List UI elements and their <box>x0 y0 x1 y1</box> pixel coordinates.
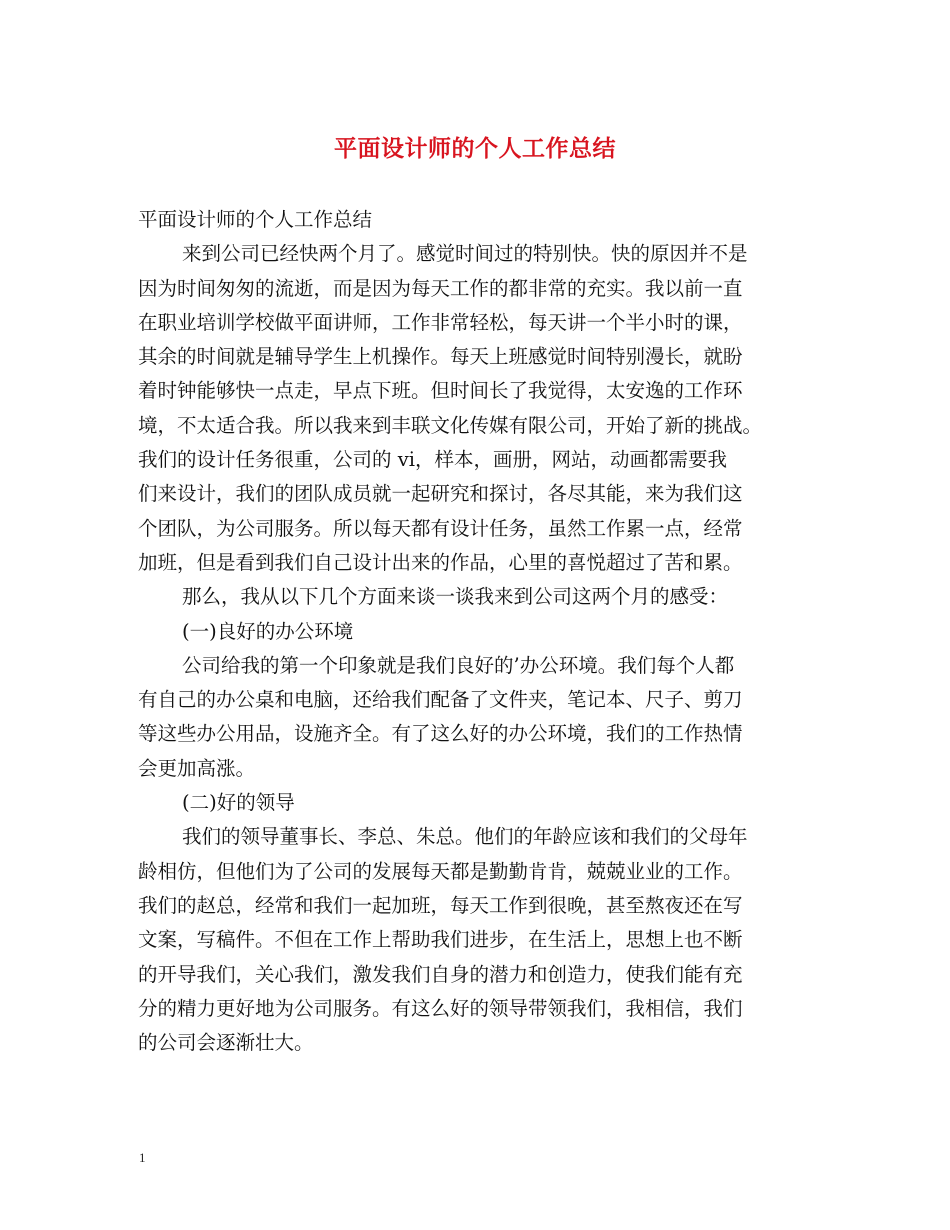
document-body <box>138 203 828 1060</box>
text-line: (一)良好的办公环境 <box>182 619 354 643</box>
text-line: 加班，但是看到我们自己设计出来的作品，心里的喜悦超过了苦和累。 <box>138 550 743 574</box>
text-line: 分的精力更好地为公司服务。有这么好的领导带领我们，我相信，我们 <box>138 996 743 1020</box>
text-line: 个团队，为公司服务。所以每天都有设计任务，虽然工作累一点，经常 <box>138 516 743 540</box>
text-line: 公司给我的第一个印象就是我们良好的’办公环境。我们每个人都 <box>182 653 735 677</box>
text-line: 那么，我从以下几个方面来谈一谈我来到公司这两个月的感受： <box>182 585 729 609</box>
text-line: 龄相仿，但他们为了公司的发展每天都是勤勤肯肯，兢兢业业的工作。 <box>138 859 743 883</box>
text-line: 有自己的办公桌和电脑，还给我们配备了文件夹，笔记本、尺子、剪刀 <box>138 688 743 712</box>
text-line: 平面设计师的个人工作总结 <box>138 208 373 231</box>
text-line: 我们的赵总，经常和我们一起加班，每天工作到很晚，甚至熬夜还在写 <box>138 893 743 917</box>
text-line: 文案，写稿件。不但在工作上帮助我们进步，在生活上，思想上也不断 <box>138 928 743 952</box>
text-line: 境，不太适合我。所以我来到丰联文化传媒有限公司，开始了新的挑战。 <box>138 413 763 437</box>
text-line: 来到公司已经快两个月了。感觉时间过的特别快。快的原因并不是 <box>182 242 748 266</box>
text-line: 们来设计，我们的团队成员就一起研究和探讨，各尽其能，来为我们这 <box>138 482 743 506</box>
text-line: 我们的领导董事长、李总、朱总。他们的年龄应该和我们的父母年 <box>182 825 748 849</box>
text-line: 会更加高涨。 <box>138 756 256 780</box>
text-line: 等这些办公用品，设施齐全。有了这么好的办公环境，我们的工作热情 <box>138 722 743 746</box>
text-line: 其余的时间就是辅导学生上机操作。每天上班感觉时间特别漫长，就盼 <box>138 345 743 369</box>
text-line: 因为时间匆匆的流逝，而是因为每天工作的都非常的充实。我以前一直 <box>138 276 743 300</box>
text-line: 着时钟能够快一点走，早点下班。但时间长了我觉得，太安逸的工作环 <box>138 379 743 403</box>
page-number: 1 <box>139 1150 146 1165</box>
text-line: (二)好的领导 <box>182 791 295 815</box>
text-line: 在职业培训学校做平面讲师，工作非常轻松，每天讲一个半小时的课， <box>138 310 743 334</box>
text-line: 的公司会逐渐壮大。 <box>138 1031 314 1055</box>
text-line: 我们的设计任务很重，公司的 vi，样本，画册，网站，动画都需要我 <box>138 448 727 472</box>
document-title: 平面设计师的个人工作总结 <box>334 135 616 162</box>
text-line: 的开导我们，关心我们，激发我们自身的潜力和创造力，使我们能有充 <box>138 962 743 986</box>
